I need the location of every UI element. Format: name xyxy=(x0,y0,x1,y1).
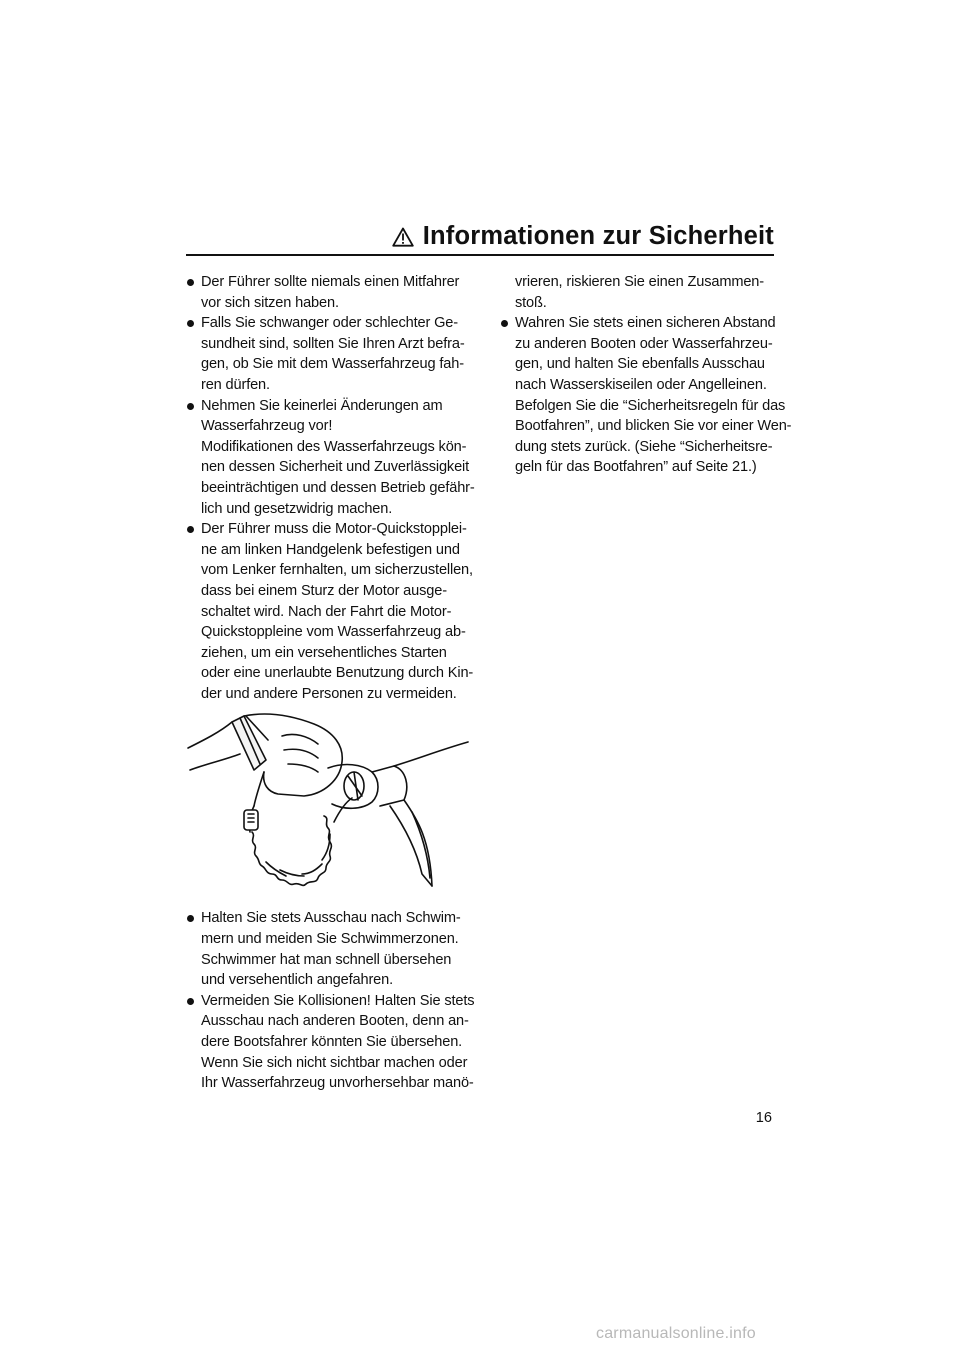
text-line: dere Bootsfahrer könnten Sie übersehen. xyxy=(201,1034,463,1051)
warning-triangle-icon xyxy=(392,227,414,247)
page-number: 16 xyxy=(755,1110,772,1126)
text-line: dung stets zurück. (Siehe “Sicherheitsre- xyxy=(515,438,773,455)
bullet-icon xyxy=(187,279,194,286)
left-items-before-figure xyxy=(186,272,476,704)
bullet-item xyxy=(186,313,476,395)
text-line: stoß. xyxy=(515,294,547,311)
bullet-item xyxy=(186,991,476,1094)
right-column xyxy=(500,272,792,478)
text-line: lich und gesetzwidrig machen. xyxy=(201,500,393,517)
text-line: vrieren, riskieren Sie einen Zusammen- xyxy=(515,274,764,290)
text-line: Ausschau nach anderen Booten, denn an- xyxy=(201,1013,469,1030)
bullet-item xyxy=(500,313,792,478)
text-line: der und andere Personen zu vermeiden. xyxy=(201,685,457,702)
text-line: Quickstoppleine vom Wasserfahrzeug ab- xyxy=(201,624,466,641)
text-line: Falls Sie schwanger oder schlechter Ge- xyxy=(201,315,458,332)
bullet-item xyxy=(186,272,476,313)
watermark: carmanualsonline.info xyxy=(596,1325,756,1342)
bullet-icon xyxy=(187,915,194,922)
text-line: und versehentlich angefahren. xyxy=(201,972,393,989)
text-line: Wahren Sie stets einen sicheren Abstand xyxy=(515,315,776,332)
text-line: zu anderen Booten oder Wasserfahrzeu- xyxy=(515,335,773,352)
text-line: Wasserfahrzeug vor! xyxy=(201,418,333,435)
bullet-item xyxy=(186,908,476,990)
text-line: vom Lenker fernhalten, um sicherzustellen, xyxy=(201,562,473,579)
header-rule xyxy=(186,254,774,256)
text-line: nen dessen Sicherheit und Zuverlässigkeit xyxy=(201,459,470,476)
gloved-hand-lanyard-illustration xyxy=(184,710,472,900)
bullet-icon xyxy=(501,320,508,327)
bullet-icon xyxy=(187,526,194,533)
text-line: Wenn Sie sich nicht sichtbar machen oder xyxy=(201,1054,468,1071)
text-line: dass bei einem Sturz der Motor ausge- xyxy=(201,582,447,599)
text-line: sundheit sind, sollten Sie Ihren Arzt befra- xyxy=(201,335,465,352)
text-line: Nehmen Sie keinerlei Änderungen am xyxy=(201,397,443,414)
text-line: Bootfahren”, und blicken Sie vor einer Wen- xyxy=(515,418,792,435)
bullet-icon xyxy=(187,320,194,327)
text-line: Der Führer sollte niemals einen Mitfahrer xyxy=(201,274,460,290)
page-header xyxy=(186,222,774,256)
bullet-item xyxy=(186,396,476,520)
text-line: oder eine unerlaubte Benutzung durch Kin- xyxy=(201,665,474,682)
text-line: Schwimmer hat man schnell übersehen xyxy=(201,951,452,968)
text-line: Ihr Wasserfahrzeug unvorhersehbar manö- xyxy=(201,1075,474,1092)
text-line: Modifikationen des Wasserfahrzeugs kön- xyxy=(201,438,467,455)
text-line: Halten Sie stets Ausschau nach Schwim- xyxy=(201,910,461,927)
right-items xyxy=(500,313,792,478)
page-title: Informationen zur Sicherheit xyxy=(422,222,774,250)
text-line: vor sich sitzen haben. xyxy=(201,294,339,311)
text-line: schaltet wird. Nach der Fahrt die Motor- xyxy=(201,603,452,620)
text-line: nach Wasserskiseilen oder Angelleinen. xyxy=(515,376,767,393)
bullet-icon xyxy=(187,403,194,410)
text-line: gen, und halten Sie ebenfalls Ausschau xyxy=(515,356,765,373)
bullet-icon xyxy=(187,998,194,1005)
text-line: mern und meiden Sie Schwimmerzonen. xyxy=(201,931,459,948)
text-line: gen, ob Sie mit dem Wasserfahrzeug fah- xyxy=(201,356,464,373)
text-line: ne am linken Handgelenk befestigen und xyxy=(201,541,460,558)
text-line: beeinträchtigen und dessen Betrieb gefähr- xyxy=(201,479,475,496)
text-line: Vermeiden Sie Kollisionen! Halten Sie stets xyxy=(201,992,475,1009)
text-line: Der Führer muss die Motor-Quickstopplei- xyxy=(201,521,467,538)
text-line: ren dürfen. xyxy=(201,376,270,393)
text-line: geln für das Bootfahren” auf Seite 21.) xyxy=(515,459,757,476)
left-column xyxy=(186,272,476,1094)
right-continuation xyxy=(500,272,786,313)
continuation-paragraph xyxy=(500,272,786,313)
text-line: ziehen, um ein versehentliches Starten xyxy=(201,644,447,661)
left-items-after-figure xyxy=(186,908,476,1093)
header-title-group xyxy=(392,222,774,251)
bullet-item xyxy=(186,519,476,704)
text-line: Befolgen Sie die “Sicherheitsregeln für das xyxy=(515,397,786,414)
